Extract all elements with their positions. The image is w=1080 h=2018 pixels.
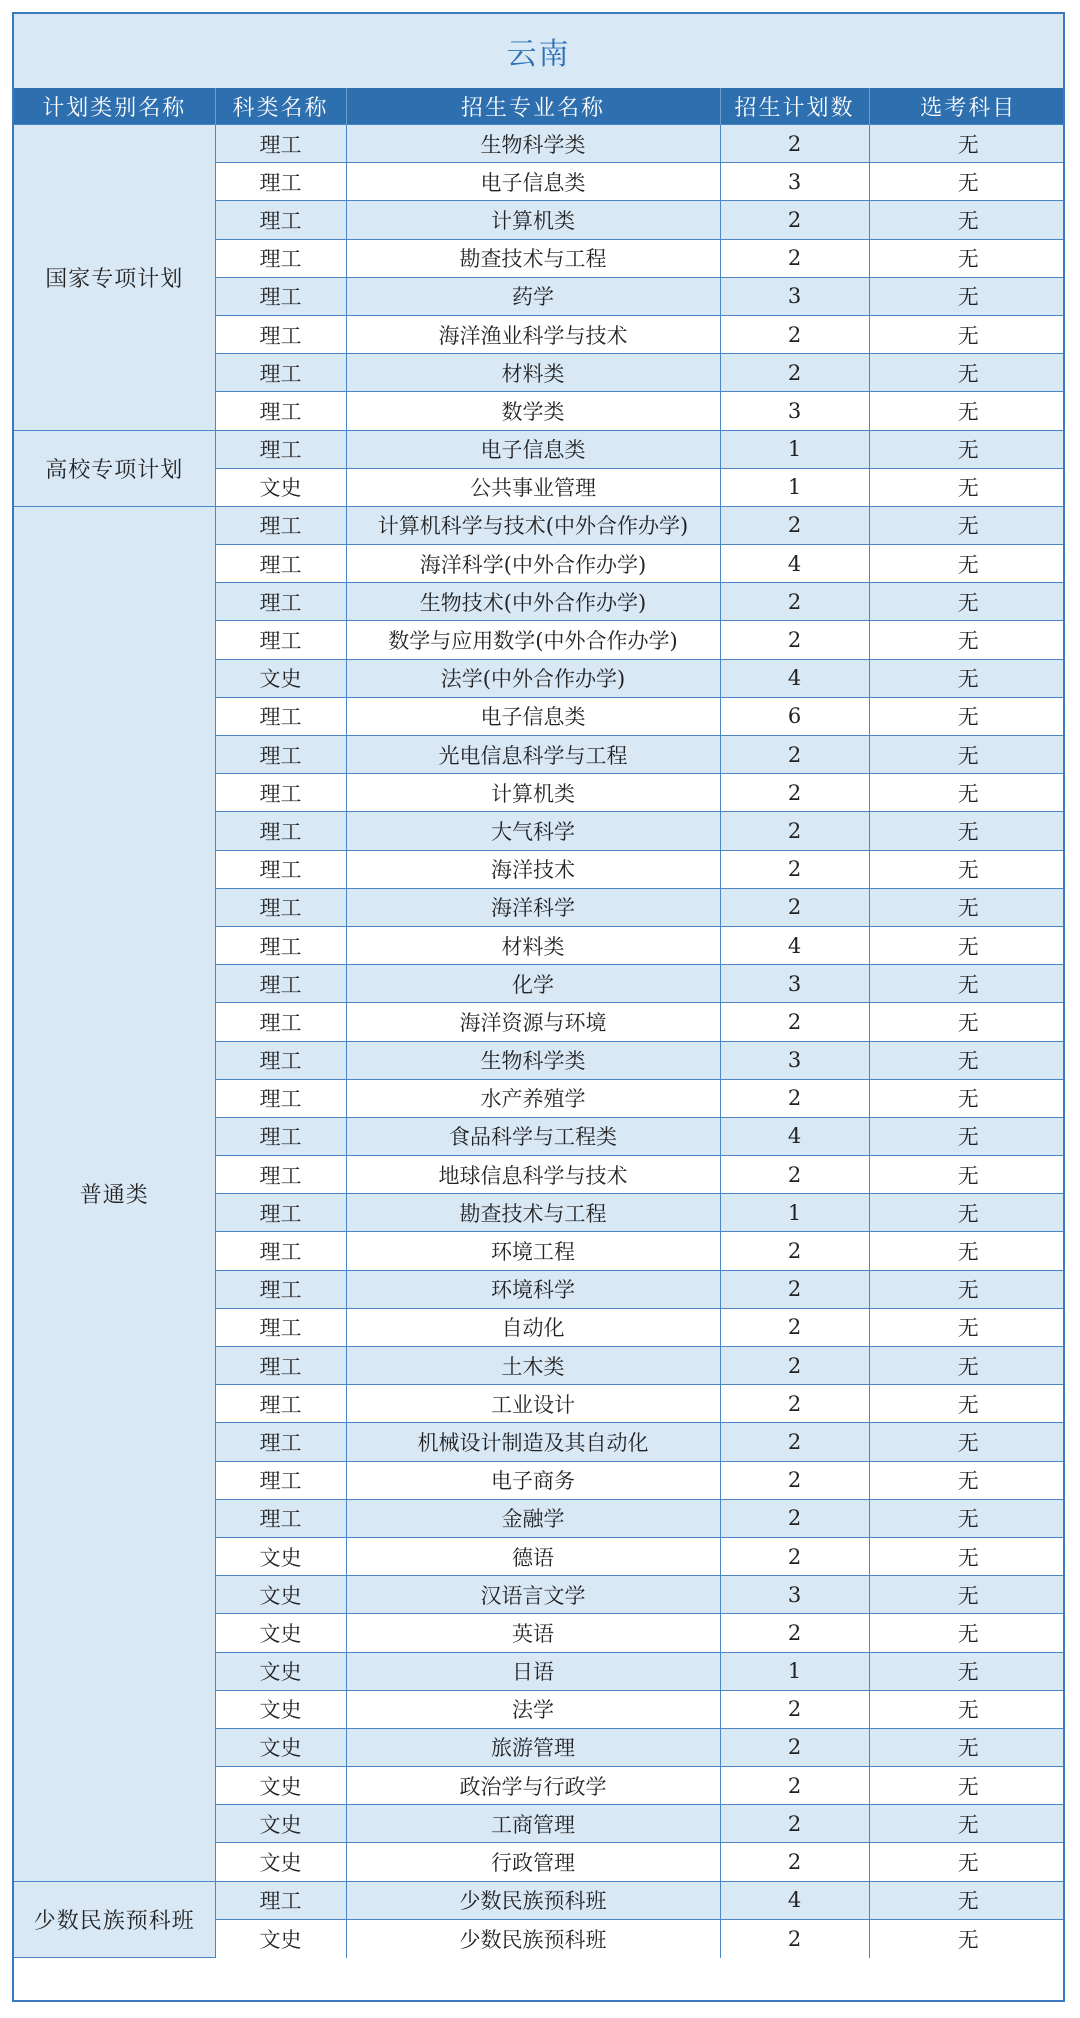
required-subjects-cell: 无	[869, 621, 1065, 659]
plan-count-cell: 2	[720, 1232, 869, 1270]
subject-type-cell: 文史	[215, 1652, 346, 1690]
major-name-cell: 土木类	[346, 1347, 720, 1385]
major-name-cell: 电子信息类	[346, 163, 720, 201]
required-subjects-cell: 无	[869, 1919, 1065, 1957]
plan-count-cell: 2	[720, 239, 869, 277]
required-subjects-cell: 无	[869, 1270, 1065, 1308]
subject-type-cell: 理工	[215, 697, 346, 735]
table-row	[14, 125, 1065, 163]
subject-type-cell: 文史	[215, 659, 346, 697]
required-subjects-cell: 无	[869, 1652, 1065, 1690]
plan-count-cell: 2	[720, 774, 869, 812]
plan-count-cell: 2	[720, 1423, 869, 1461]
required-subjects-cell: 无	[869, 201, 1065, 239]
required-subjects-cell: 无	[869, 239, 1065, 277]
subject-type-cell: 文史	[215, 1614, 346, 1652]
subject-type-cell: 理工	[215, 1385, 346, 1423]
required-subjects-cell: 无	[869, 736, 1065, 774]
major-name-cell: 生物科学类	[346, 1041, 720, 1079]
table-row	[14, 506, 1065, 544]
major-name-cell: 日语	[346, 1652, 720, 1690]
header-major-name: 招生专业名称	[346, 88, 720, 125]
plan-count-cell: 1	[720, 430, 869, 468]
plan-count-cell: 2	[720, 736, 869, 774]
plan-count-cell: 2	[720, 1690, 869, 1728]
required-subjects-cell: 无	[869, 888, 1065, 926]
major-name-cell: 数学类	[346, 392, 720, 430]
subject-type-cell: 理工	[215, 812, 346, 850]
required-subjects-cell: 无	[869, 125, 1065, 163]
plan-count-cell: 2	[720, 1537, 869, 1575]
header-subject-type: 科类名称	[215, 88, 346, 125]
required-subjects-cell: 无	[869, 1576, 1065, 1614]
subject-type-cell: 理工	[215, 736, 346, 774]
subject-type-cell: 理工	[215, 621, 346, 659]
major-name-cell: 工业设计	[346, 1385, 720, 1423]
major-name-cell: 海洋渔业科学与技术	[346, 315, 720, 353]
required-subjects-cell: 无	[869, 659, 1065, 697]
subject-type-cell: 理工	[215, 506, 346, 544]
plan-count-cell: 2	[720, 506, 869, 544]
major-name-cell: 化学	[346, 965, 720, 1003]
plan-count-cell: 4	[720, 545, 869, 583]
required-subjects-cell: 无	[869, 774, 1065, 812]
plan-count-cell: 3	[720, 392, 869, 430]
plan-count-cell: 2	[720, 125, 869, 163]
subject-type-cell: 理工	[215, 774, 346, 812]
subject-type-cell: 理工	[215, 926, 346, 964]
major-name-cell: 金融学	[346, 1499, 720, 1537]
subject-type-cell: 理工	[215, 1347, 346, 1385]
plan-count-cell: 2	[720, 583, 869, 621]
major-name-cell: 药学	[346, 277, 720, 315]
major-name-cell: 行政管理	[346, 1843, 720, 1881]
required-subjects-cell: 无	[869, 1767, 1065, 1805]
subject-type-cell: 理工	[215, 1003, 346, 1041]
major-name-cell: 计算机类	[346, 774, 720, 812]
table-row	[14, 1881, 1065, 1919]
major-name-cell: 地球信息科学与技术	[346, 1156, 720, 1194]
plan-count-cell: 2	[720, 354, 869, 392]
header-required-subjects: 选考科目	[869, 88, 1065, 125]
plan-count-cell: 2	[720, 201, 869, 239]
table-body	[14, 125, 1065, 1958]
required-subjects-cell: 无	[869, 277, 1065, 315]
major-name-cell: 生物科学类	[346, 125, 720, 163]
plan-count-cell: 2	[720, 1767, 869, 1805]
major-name-cell: 德语	[346, 1537, 720, 1575]
plan-category-cell: 少数民族预科班	[14, 1881, 215, 1957]
subject-type-cell: 理工	[215, 850, 346, 888]
required-subjects-cell: 无	[869, 430, 1065, 468]
required-subjects-cell: 无	[869, 468, 1065, 506]
required-subjects-cell: 无	[869, 545, 1065, 583]
plan-count-cell: 2	[720, 1728, 869, 1766]
subject-type-cell: 理工	[215, 392, 346, 430]
header-row	[14, 88, 1065, 125]
required-subjects-cell: 无	[869, 315, 1065, 353]
required-subjects-cell: 无	[869, 1308, 1065, 1346]
plan-category-cell: 普通类	[14, 506, 215, 1881]
enrollment-plan-table	[14, 88, 1065, 1958]
subject-type-cell: 文史	[215, 1919, 346, 1957]
subject-type-cell: 理工	[215, 125, 346, 163]
major-name-cell: 少数民族预科班	[346, 1919, 720, 1957]
table-row	[14, 430, 1065, 468]
major-name-cell: 旅游管理	[346, 1728, 720, 1766]
subject-type-cell: 文史	[215, 1690, 346, 1728]
subject-type-cell: 理工	[215, 354, 346, 392]
major-name-cell: 政治学与行政学	[346, 1767, 720, 1805]
subject-type-cell: 理工	[215, 1079, 346, 1117]
required-subjects-cell: 无	[869, 697, 1065, 735]
plan-count-cell: 3	[720, 965, 869, 1003]
required-subjects-cell: 无	[869, 1232, 1065, 1270]
major-name-cell: 自动化	[346, 1308, 720, 1346]
subject-type-cell: 理工	[215, 277, 346, 315]
required-subjects-cell: 无	[869, 926, 1065, 964]
required-subjects-cell: 无	[869, 1461, 1065, 1499]
subject-type-cell: 文史	[215, 1805, 346, 1843]
major-name-cell: 法学	[346, 1690, 720, 1728]
header-plan-category: 计划类别名称	[14, 88, 215, 125]
required-subjects-cell: 无	[869, 1423, 1065, 1461]
plan-category-cell: 国家专项计划	[14, 125, 215, 431]
required-subjects-cell: 无	[869, 1728, 1065, 1766]
major-name-cell: 公共事业管理	[346, 468, 720, 506]
plan-count-cell: 2	[720, 1499, 869, 1537]
major-name-cell: 海洋资源与环境	[346, 1003, 720, 1041]
major-name-cell: 水产养殖学	[346, 1079, 720, 1117]
required-subjects-cell: 无	[869, 1843, 1065, 1881]
major-name-cell: 海洋科学(中外合作办学)	[346, 545, 720, 583]
required-subjects-cell: 无	[869, 1156, 1065, 1194]
plan-count-cell: 2	[720, 621, 869, 659]
subject-type-cell: 文史	[215, 1767, 346, 1805]
major-name-cell: 机械设计制造及其自动化	[346, 1423, 720, 1461]
major-name-cell: 电子信息类	[346, 430, 720, 468]
plan-count-cell: 1	[720, 1194, 869, 1232]
plan-count-cell: 2	[720, 1079, 869, 1117]
plan-count-cell: 4	[720, 926, 869, 964]
enrollment-plan-table-frame	[12, 12, 1065, 2002]
plan-count-cell: 2	[720, 1003, 869, 1041]
major-name-cell: 光电信息科学与工程	[346, 736, 720, 774]
plan-count-cell: 2	[720, 315, 869, 353]
subject-type-cell: 理工	[215, 239, 346, 277]
subject-type-cell: 理工	[215, 1423, 346, 1461]
required-subjects-cell: 无	[869, 583, 1065, 621]
plan-count-cell: 2	[720, 1614, 869, 1652]
plan-count-cell: 2	[720, 1347, 869, 1385]
subject-type-cell: 理工	[215, 1156, 346, 1194]
header-plan-count: 招生计划数	[720, 88, 869, 125]
subject-type-cell: 文史	[215, 468, 346, 506]
major-name-cell: 生物技术(中外合作办学)	[346, 583, 720, 621]
plan-count-cell: 2	[720, 1919, 869, 1957]
required-subjects-cell: 无	[869, 1805, 1065, 1843]
subject-type-cell: 文史	[215, 1537, 346, 1575]
plan-count-cell: 2	[720, 850, 869, 888]
major-name-cell: 勘查技术与工程	[346, 1194, 720, 1232]
plan-count-cell: 3	[720, 1041, 869, 1079]
subject-type-cell: 理工	[215, 1881, 346, 1919]
plan-count-cell: 3	[720, 277, 869, 315]
plan-count-cell: 3	[720, 1576, 869, 1614]
plan-count-cell: 4	[720, 1881, 869, 1919]
subject-type-cell: 理工	[215, 430, 346, 468]
required-subjects-cell: 无	[869, 850, 1065, 888]
major-name-cell: 汉语言文学	[346, 1576, 720, 1614]
plan-count-cell: 2	[720, 1270, 869, 1308]
subject-type-cell: 文史	[215, 1728, 346, 1766]
plan-count-cell: 3	[720, 163, 869, 201]
major-name-cell: 法学(中外合作办学)	[346, 659, 720, 697]
subject-type-cell: 理工	[215, 1117, 346, 1155]
major-name-cell: 电子商务	[346, 1461, 720, 1499]
required-subjects-cell: 无	[869, 965, 1065, 1003]
subject-type-cell: 理工	[215, 1499, 346, 1537]
subject-type-cell: 理工	[215, 1461, 346, 1499]
required-subjects-cell: 无	[869, 1117, 1065, 1155]
required-subjects-cell: 无	[869, 1194, 1065, 1232]
subject-type-cell: 理工	[215, 888, 346, 926]
required-subjects-cell: 无	[869, 1614, 1065, 1652]
major-name-cell: 勘查技术与工程	[346, 239, 720, 277]
plan-count-cell: 2	[720, 1308, 869, 1346]
plan-count-cell: 2	[720, 1156, 869, 1194]
major-name-cell: 食品科学与工程类	[346, 1117, 720, 1155]
major-name-cell: 大气科学	[346, 812, 720, 850]
required-subjects-cell: 无	[869, 1003, 1065, 1041]
plan-count-cell: 2	[720, 1385, 869, 1423]
major-name-cell: 环境科学	[346, 1270, 720, 1308]
plan-count-cell: 1	[720, 1652, 869, 1690]
subject-type-cell: 文史	[215, 1843, 346, 1881]
plan-count-cell: 4	[720, 1117, 869, 1155]
subject-type-cell: 理工	[215, 1308, 346, 1346]
major-name-cell: 计算机类	[346, 201, 720, 239]
subject-type-cell: 理工	[215, 1232, 346, 1270]
plan-category-cell: 高校专项计划	[14, 430, 215, 506]
subject-type-cell: 理工	[215, 1270, 346, 1308]
required-subjects-cell: 无	[869, 1347, 1065, 1385]
major-name-cell: 电子信息类	[346, 697, 720, 735]
major-name-cell: 英语	[346, 1614, 720, 1652]
plan-count-cell: 2	[720, 1805, 869, 1843]
plan-count-cell: 2	[720, 812, 869, 850]
major-name-cell: 材料类	[346, 354, 720, 392]
required-subjects-cell: 无	[869, 392, 1065, 430]
subject-type-cell: 理工	[215, 965, 346, 1003]
major-name-cell: 工商管理	[346, 1805, 720, 1843]
table-title: 云南	[14, 14, 1063, 88]
major-name-cell: 环境工程	[346, 1232, 720, 1270]
plan-count-cell: 2	[720, 1843, 869, 1881]
major-name-cell: 少数民族预科班	[346, 1881, 720, 1919]
required-subjects-cell: 无	[869, 812, 1065, 850]
required-subjects-cell: 无	[869, 1690, 1065, 1728]
required-subjects-cell: 无	[869, 1499, 1065, 1537]
major-name-cell: 材料类	[346, 926, 720, 964]
plan-count-cell: 6	[720, 697, 869, 735]
major-name-cell: 海洋技术	[346, 850, 720, 888]
plan-count-cell: 1	[720, 468, 869, 506]
major-name-cell: 计算机科学与技术(中外合作办学)	[346, 506, 720, 544]
subject-type-cell: 理工	[215, 315, 346, 353]
required-subjects-cell: 无	[869, 1079, 1065, 1117]
required-subjects-cell: 无	[869, 1385, 1065, 1423]
required-subjects-cell: 无	[869, 1537, 1065, 1575]
table-header	[14, 88, 1065, 125]
subject-type-cell: 理工	[215, 201, 346, 239]
required-subjects-cell: 无	[869, 163, 1065, 201]
subject-type-cell: 理工	[215, 1194, 346, 1232]
plan-count-cell: 2	[720, 888, 869, 926]
required-subjects-cell: 无	[869, 1881, 1065, 1919]
subject-type-cell: 理工	[215, 583, 346, 621]
required-subjects-cell: 无	[869, 1041, 1065, 1079]
major-name-cell: 海洋科学	[346, 888, 720, 926]
subject-type-cell: 理工	[215, 163, 346, 201]
plan-count-cell: 2	[720, 1461, 869, 1499]
subject-type-cell: 理工	[215, 545, 346, 583]
required-subjects-cell: 无	[869, 354, 1065, 392]
subject-type-cell: 理工	[215, 1041, 346, 1079]
major-name-cell: 数学与应用数学(中外合作办学)	[346, 621, 720, 659]
subject-type-cell: 文史	[215, 1576, 346, 1614]
required-subjects-cell: 无	[869, 506, 1065, 544]
plan-count-cell: 4	[720, 659, 869, 697]
